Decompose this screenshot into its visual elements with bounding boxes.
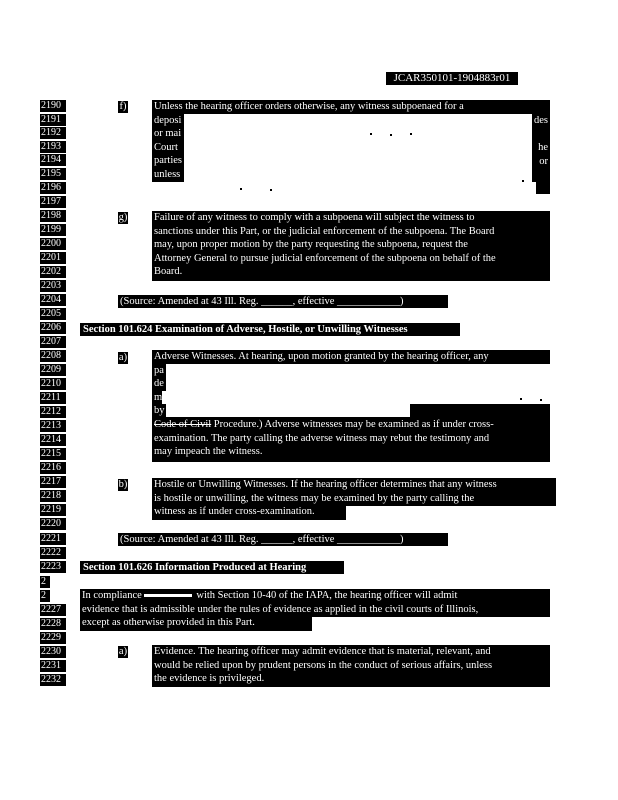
scan-speck <box>460 412 462 414</box>
line-number: 2214 <box>40 434 66 446</box>
paragraph-624b <box>152 478 556 520</box>
line-number: 2207 <box>40 336 66 348</box>
redacted-area <box>162 391 550 404</box>
line-number: 2223 <box>40 561 66 573</box>
text-line: sanctions under this Part, or the judicial enforcement of the subpoena. The Board <box>154 225 495 237</box>
line-number: 2193 <box>40 141 66 153</box>
line-number: 2196 <box>40 182 66 194</box>
text-line: may impeach the witness. <box>154 446 263 458</box>
line-number: 2 <box>40 590 50 602</box>
paragraph-624a <box>152 350 550 462</box>
paragraph-marker-624b: b) <box>118 479 128 490</box>
line-number: 2211 <box>40 392 66 404</box>
scan-speck <box>390 134 392 136</box>
text-fragment: or <box>539 156 548 167</box>
section-heading-101-624: Section 101.624 Examination of Adverse, Hostile, or Unwilling Witnesses <box>80 323 460 336</box>
line-number: 2216 <box>40 462 66 474</box>
text-line: m <box>154 391 163 403</box>
scan-speck <box>370 133 372 135</box>
text-line: witness as if under cross-examination. <box>154 506 315 518</box>
line-number: 2227 <box>40 604 66 616</box>
source-note: (Source: Amended at 43 Ill. Reg. ______, effective ____________) <box>118 533 448 546</box>
line-number: 2209 <box>40 364 66 376</box>
line-number: 2205 <box>40 308 66 320</box>
text-line: Hostile or Unwilling Witnesses. If the hearing officer determines that any witness <box>154 479 497 490</box>
text-line: parties <box>154 155 182 167</box>
redacted-area <box>184 114 532 182</box>
blank-area <box>312 617 550 631</box>
scan-speck <box>270 189 272 191</box>
line-number: 2228 <box>40 618 66 630</box>
text-line: Unless the hearing officer orders otherwise, any witness subpoenaed for a <box>154 101 464 112</box>
scan-speck <box>520 398 522 400</box>
paragraph-marker-624a: a) <box>118 352 128 363</box>
text-line: pa <box>154 364 164 376</box>
text-line: the evidence is privileged. <box>154 673 265 685</box>
line-number: 2195 <box>40 168 66 180</box>
line-number: 2203 <box>40 280 66 292</box>
line-number: 2192 <box>40 127 66 139</box>
text-line: evidence that is admissible under the rules of evidence as applied in the civil courts of Illinois, <box>82 603 479 615</box>
line-number: 2197 <box>40 196 66 208</box>
text-line: Adverse Witnesses. At hearing, upon motion granted by the hearing officer, any <box>154 351 489 362</box>
paragraph-626 <box>80 589 550 631</box>
line-number: 2199 <box>40 224 66 236</box>
line-number: 2210 <box>40 378 66 390</box>
scan-speck <box>540 399 542 401</box>
line-number: 2198 <box>40 210 66 222</box>
text-line: Evidence. The hearing officer may admit evidence that is material, relevant, and <box>154 646 491 657</box>
text-line: Failure of any witness to comply with a subpoena will subject the witness to <box>154 212 475 223</box>
line-number: 2221 <box>40 533 66 545</box>
scan-speck <box>240 188 242 190</box>
text-line: Board. <box>154 266 183 278</box>
text-line: except as otherwise provided in this Part. <box>82 617 255 629</box>
text-line: or mai <box>154 128 182 140</box>
source-note: (Source: Amended at 43 Ill. Reg. ______, effective ____________) <box>118 295 448 308</box>
line-number: 2190 <box>40 100 66 112</box>
redacted-area <box>152 182 536 194</box>
line-number: 2218 <box>40 490 66 502</box>
line-number: 2212 <box>40 406 66 418</box>
line-number: 2208 <box>40 350 66 362</box>
line-number: 2230 <box>40 646 66 658</box>
text-line: Attorney General to pursue judicial enforcement of the subpoena on behalf of the <box>154 252 496 264</box>
paragraph-626a <box>152 645 550 687</box>
text-line <box>82 589 548 603</box>
line-number: 2213 <box>40 420 66 432</box>
text-line: deposi <box>154 114 182 126</box>
line-number: 2202 <box>40 266 66 278</box>
line-number: 2206 <box>40 322 66 334</box>
line-number: 2215 <box>40 448 66 460</box>
text-line: by <box>154 405 165 417</box>
section-heading-101-626: Section 101.626 Information Produced at Hearing <box>80 561 344 574</box>
line-number: 2222 <box>40 547 66 559</box>
text-fragment: Procedure.) Adverse witnesses may be examined as if under cross- <box>211 418 494 430</box>
scan-speck <box>410 133 412 135</box>
line-number: 2217 <box>40 476 66 488</box>
paragraph-marker-f: f) <box>119 101 127 112</box>
text-line: Court <box>154 141 178 153</box>
line-number: 2194 <box>40 154 66 166</box>
text-line: is hostile or unwilling, the witness may be examined by the party calling the <box>154 492 475 504</box>
text-fragment: with Section 10-40 of the IAPA, the hearing officer will admit <box>193 590 458 601</box>
text-line: unless <box>154 168 181 180</box>
text-line: may, upon proper motion by the party requesting the subpoena, request the <box>154 239 468 251</box>
scan-speck <box>522 180 524 182</box>
text-line: examination. The party calling the adverse witness may rebut the testimony and <box>154 432 490 444</box>
redacted-area <box>166 404 410 417</box>
scan-speck <box>430 412 432 414</box>
line-number: 2191 <box>40 114 66 126</box>
line-number: 2220 <box>40 518 66 530</box>
blank-area <box>346 506 556 520</box>
document-id: JCAR350101-1904883r01 <box>386 72 518 85</box>
text-line: de <box>154 378 164 390</box>
text-line: would be relied upon by prudent persons in the conduct of serious affairs, unless <box>154 659 493 671</box>
text-line <box>154 418 548 432</box>
text-fragment: des <box>534 115 548 126</box>
paragraph-g <box>152 211 550 281</box>
text-fragment: he <box>538 142 548 153</box>
line-number: 2201 <box>40 252 66 264</box>
paragraph-marker-626a: a) <box>118 646 128 657</box>
redacted-area <box>144 594 192 597</box>
line-number: 2 <box>40 576 50 588</box>
redacted-area <box>166 364 550 391</box>
line-number: 2231 <box>40 660 66 672</box>
paragraph-f <box>152 100 550 194</box>
line-number: 2219 <box>40 504 66 516</box>
struck-text: Code of Civil <box>154 418 212 430</box>
line-number: 2232 <box>40 674 66 686</box>
text-fragment: In compliance <box>82 590 142 601</box>
paragraph-marker-g: g) <box>118 212 128 223</box>
line-number: 2200 <box>40 238 66 250</box>
line-number: 2229 <box>40 632 66 644</box>
line-number: 2204 <box>40 294 66 306</box>
